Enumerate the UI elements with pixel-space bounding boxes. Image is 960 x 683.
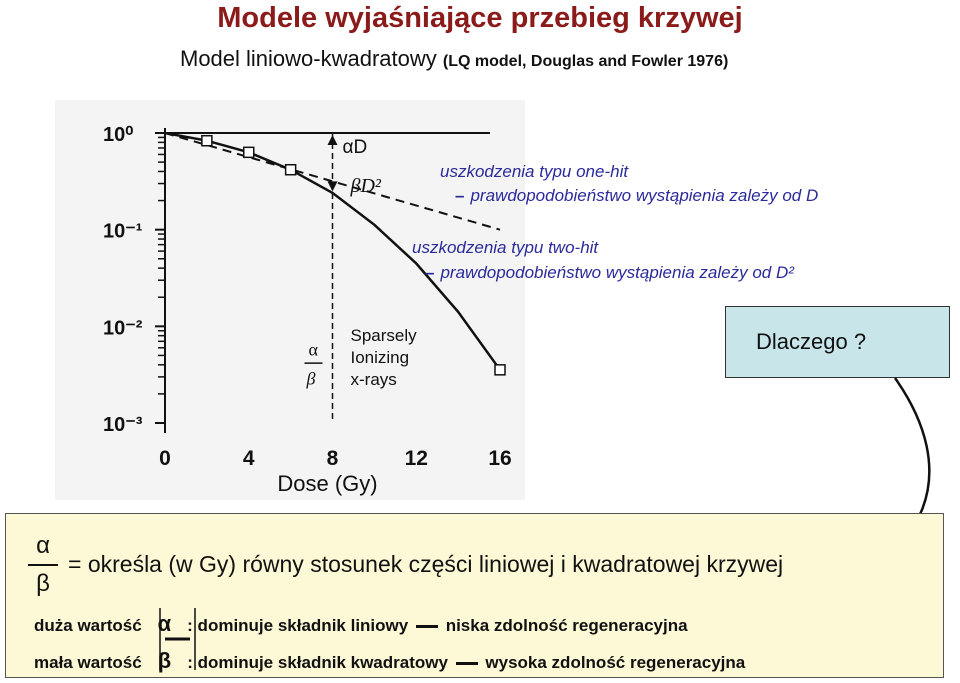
curve-label-line: Sparsely [350, 325, 417, 345]
two-hit-label: uszkodzenia typu two-hit [412, 238, 599, 257]
dash-line [456, 662, 478, 665]
one-hit-description: – prawdopodobieństwo wystąpienia zależy od D [455, 186, 819, 205]
dash: – [455, 186, 465, 205]
fraction-alpha: α [36, 532, 50, 559]
alpha-beta-bottom: β [306, 368, 316, 389]
fraction-bar [28, 564, 58, 566]
dash-line [416, 625, 438, 628]
curve-label-line: Ionizing [350, 347, 410, 367]
alpha-beta-top: α [308, 339, 318, 360]
small-value-desc: : dominuje składnik kwadratowy [187, 653, 448, 672]
large-value-label: duża wartość [34, 616, 142, 635]
y-tick-label: 10⁰ [103, 124, 134, 146]
one-hit-label: uszkodzenia typu one-hit [440, 162, 629, 181]
definition-text: = określa (w Gy) równy stosunek części liniowej i kwadratowej krzywej [68, 551, 784, 577]
subtitle-main: Model liniowo-kwadratowy [180, 46, 437, 71]
small-value-desc2: wysoka zdolność regeneracyjna [485, 653, 746, 672]
x-tick-label: 16 [488, 447, 512, 470]
fraction-beta: β [36, 570, 50, 597]
alpha-d-label: αD [342, 137, 368, 158]
alpha-symbol: α [157, 611, 172, 636]
alpha-beta-fraction [28, 532, 58, 598]
x-tick-label: 8 [326, 447, 339, 470]
explanation-panel [5, 513, 944, 678]
small-value-label: mała wartość [34, 653, 142, 672]
subtitle-reference: (LQ model, Douglas and Fowler 1976) [442, 53, 729, 70]
page-title: Modele wyjaśniające przebieg krzywej [217, 2, 743, 34]
small-value-row [34, 648, 745, 674]
beta-symbol: β [157, 648, 172, 673]
two-hit-description: – prawdopodobieństwo wystąpienia zależy od D² [425, 263, 794, 282]
curve-label-line: x-rays [350, 369, 397, 389]
dash: – [425, 263, 435, 282]
y-tick-label: 10⁻² [103, 317, 143, 340]
y-tick-label: 10⁻¹ [103, 220, 143, 243]
x-tick-label: 12 [404, 447, 428, 470]
x-tick-label: 0 [159, 447, 171, 470]
large-value-row [34, 611, 688, 637]
large-value-desc2: niska zdolność regeneracyjna [445, 616, 688, 635]
why-box: Dlaczego ? [725, 306, 950, 378]
x-tick-label: 4 [242, 447, 255, 470]
beta-d2-label: βD² [350, 175, 381, 198]
x-axis-label: Dose (Gy) [277, 471, 378, 496]
y-tick-label: 10⁻³ [103, 414, 143, 436]
large-value-desc: : dominuje składnik liniowy [187, 616, 409, 635]
